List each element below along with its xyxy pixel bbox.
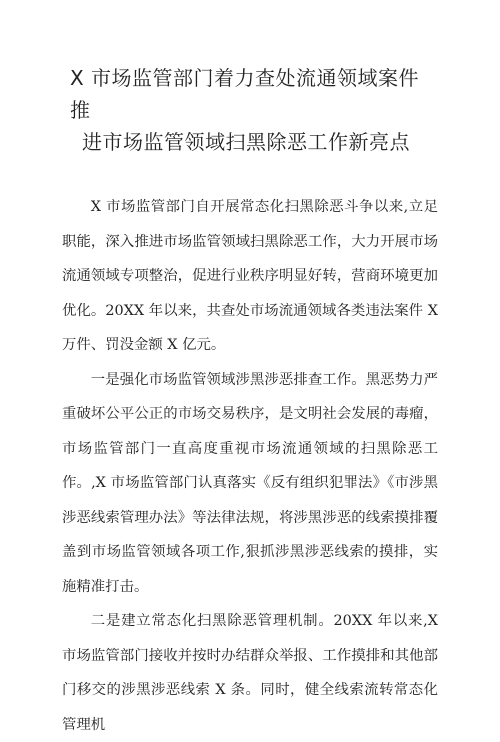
title-line-1: X 市场监管部门着力查处流通领域案件推 — [70, 66, 420, 122]
paragraph-intro: X 市场监管部门自开展常态化扫黑除恶斗争以来,立足职能，深入推进市场监管领域扫黑除恶工作，大力开展市场流通领域专项整治，促进行业秩序明显好转，营商环境更加优化。20XX 年以来，共查处市场流通领域各类违法案件 X 万件、罚没金额 X 亿元。 — [62, 199, 438, 353]
title-line-2: 进市场监管领域扫黑除恶工作新亮点 — [82, 130, 410, 154]
document-body — [62, 190, 438, 742]
paragraph-point-2: 二是建立常态化扫黑除恶管理机制。20XX 年以来,X 市场监管部门接收并按时办结群众举报、工作摸排和其他部门移交的涉黑涉恶线索 X 条。同时，健全线索流转常态化管理机 — [62, 613, 438, 733]
document-title — [70, 62, 430, 158]
paragraph-point-1: 一是强化市场监管领域涉黑涉恶排查工作。黑恶势力严重破坏公平公正的市场交易秩序，是文明社会发展的毒瘤，市场监管部门一直高度重视市场流通领域的扫黑除恶工作。,X 市场监管部门认真落实《反有组织犯罪法》《市涉黑涉恶线索管理办法》等法律法规，将涉黑涉恶的线索摸排覆盖到市场监管领域各项工作,狠抓涉黑涉恶线索的摸排，实施精准打击。 — [62, 371, 438, 595]
